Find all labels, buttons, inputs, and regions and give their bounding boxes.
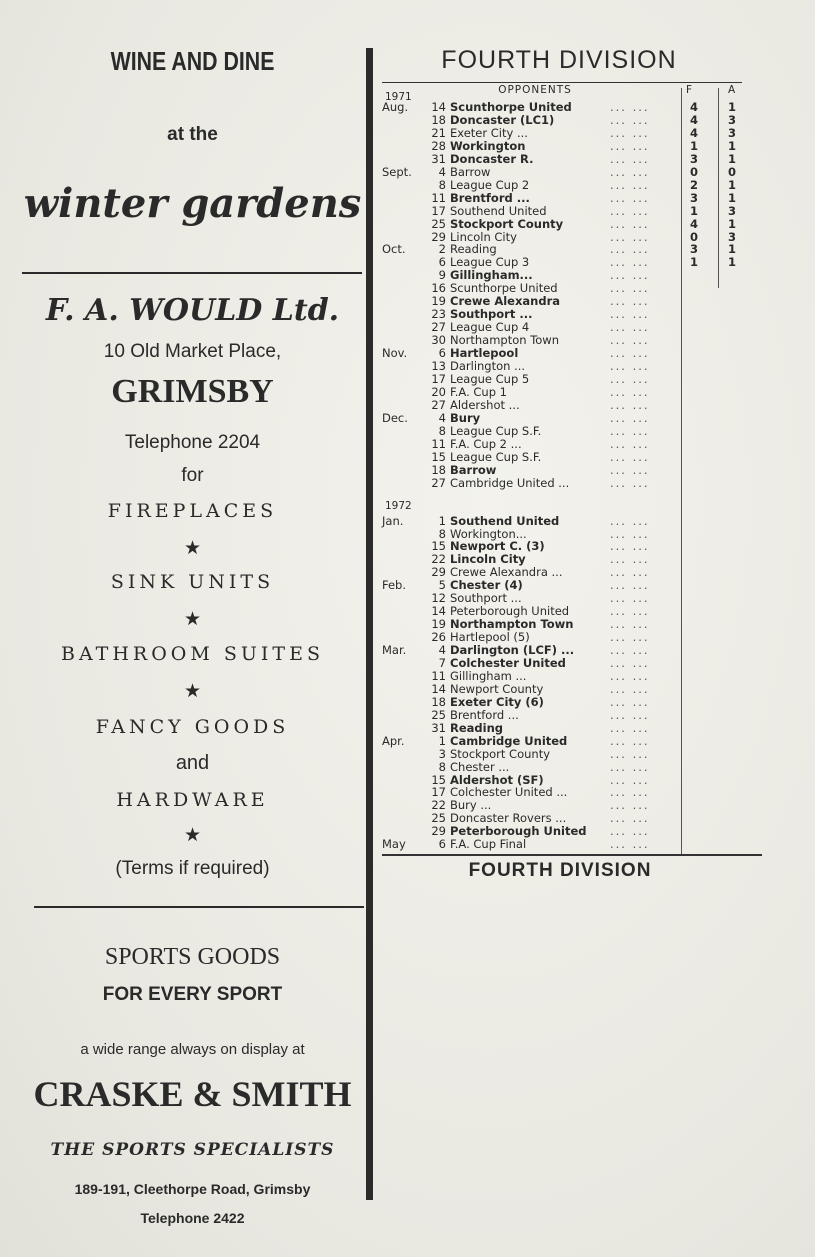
fixture-month: Dec. (382, 410, 408, 425)
star-icon: ★ (183, 537, 202, 559)
goals-for: 2 (689, 177, 698, 192)
fixture-opponent: League Cup 2 (450, 177, 530, 192)
fixture-day: 17 (431, 203, 446, 218)
fixture-day: 8 (438, 177, 446, 192)
fixture-day: 11 (431, 668, 446, 683)
fixture-day: 1 (438, 513, 446, 528)
fixture-day: 14 (431, 604, 446, 619)
leader-dots: ... ... (610, 436, 650, 451)
leader-dots: ... ... (610, 837, 650, 852)
fixture-day: 8 (438, 423, 446, 438)
fa-would-town: GRIMSBY (111, 373, 274, 410)
fixture-opponent: Gillingham... (450, 268, 533, 283)
fixture-day: 4 (438, 164, 446, 179)
fixture-month: Aug. (382, 100, 409, 114)
goals-against: 1 (727, 190, 736, 205)
leader-dots: ... ... (610, 190, 650, 205)
sports-goods-headline: SPORTS GOODS (104, 944, 281, 970)
fixture-row (382, 825, 742, 838)
leader-dots: ... ... (610, 294, 650, 309)
fixture-row (382, 670, 742, 683)
fixture-day: 15 (431, 449, 446, 464)
fixture-opponent: F.A. Cup 2 ... (450, 436, 522, 451)
fixture-opponent: League Cup S.F. (450, 423, 542, 438)
leader-dots: ... ... (610, 397, 650, 412)
fixture-row (382, 761, 742, 774)
leader-dots: ... ... (610, 216, 650, 231)
craske-smith-telephone: Telephone 2422 (140, 1210, 245, 1226)
goals-against: 1 (727, 100, 736, 114)
fixture-day: 25 (431, 216, 446, 231)
leader-dots: ... ... (610, 255, 650, 270)
leader-dots: ... ... (610, 733, 650, 748)
fixture-day: 29 (431, 565, 446, 580)
fixture-opponent: Gillingham ... (450, 668, 527, 683)
fixture-day: 13 (431, 359, 446, 373)
fixture-row (382, 696, 742, 709)
fixture-day: 18 (431, 113, 446, 127)
leader-dots: ... ... (610, 138, 650, 153)
goals-for: 1 (689, 138, 698, 153)
fixture-opponent: Stockport County (450, 216, 564, 231)
fixture-opponent: Newport County (450, 681, 544, 696)
fixture-month: Oct. (382, 242, 406, 257)
fixture-month: Sept. (382, 164, 412, 179)
leader-dots: ... ... (610, 811, 650, 826)
fixture-opponent: Colchester United ... (450, 785, 568, 800)
product-bathroom-suites: BATHROOM SUITES (61, 643, 324, 665)
fixture-row (382, 127, 742, 140)
winter-gardens-logo-text: winter gardens (23, 180, 362, 227)
fixture-opponent: Reading (450, 242, 497, 257)
leader-dots: ... ... (610, 681, 650, 696)
fixture-opponent: Hartlepool (5) (450, 630, 530, 644)
fixture-opponent: Stockport County (450, 746, 551, 761)
goals-against: 3 (727, 203, 736, 218)
fixture-row (382, 373, 742, 386)
goals-against: 0 (727, 164, 736, 179)
fixture-opponent: League Cup 5 (450, 371, 530, 386)
fixture-day: 4 (438, 410, 446, 425)
fixture-day: 18 (431, 462, 446, 477)
fixture-day: 22 (431, 798, 446, 813)
fixture-day: 5 (438, 578, 446, 593)
fixture-day: 8 (438, 759, 446, 774)
goals-against-header: A (728, 84, 736, 96)
goals-against: 1 (727, 216, 736, 231)
fixture-day: 27 (431, 320, 446, 335)
fixture-opponent: League Cup 3 (450, 255, 530, 270)
leader-dots: ... ... (610, 513, 650, 528)
fixture-day: 2 (438, 242, 446, 257)
opponents-header: OPPONENTS (498, 84, 572, 96)
leader-dots: ... ... (610, 320, 650, 335)
fixture-opponent: Peterborough United (450, 824, 587, 839)
fixture-row (382, 477, 742, 490)
fixture-opponent: Southend United (450, 203, 547, 218)
leader-dots: ... ... (610, 151, 650, 166)
goals-against: 3 (727, 229, 736, 244)
goals-for: 3 (689, 151, 698, 166)
fixture-month: Feb. (382, 578, 407, 593)
fixture-day: 22 (431, 552, 446, 567)
leader-dots: ... ... (610, 371, 650, 386)
fixture-month: Mar. (382, 643, 407, 657)
leader-dots: ... ... (610, 281, 650, 296)
leader-dots: ... ... (610, 578, 650, 593)
fixture-day: 23 (431, 307, 446, 322)
fixture-opponent: Lincoln City (450, 552, 526, 567)
fixture-opponent: F.A. Cup Final (450, 837, 527, 852)
fixture-opponent: Northampton Town (450, 617, 574, 632)
fixture-opponent: Darlington (LCF) ... (450, 643, 575, 657)
fixture-row (382, 464, 742, 477)
leader-dots: ... ... (610, 604, 650, 619)
fixture-day: 19 (431, 294, 446, 309)
leader-dots: ... ... (610, 410, 650, 425)
fixture-row (382, 838, 742, 851)
fixture-day: 6 (438, 837, 446, 852)
leader-dots: ... ... (610, 772, 650, 787)
fa-would-telephone: Telephone 2204 (124, 432, 261, 453)
ad-divider (22, 272, 362, 274)
for-text: for (181, 465, 204, 486)
craske-smith-company: CRASKE & SMITH (33, 1074, 352, 1114)
fa-would-company: F. A. WOULD Ltd. (45, 293, 340, 328)
fixture-opponent: Brentford ... (450, 190, 530, 205)
fixture-opponent: Crewe Alexandra ... (450, 565, 563, 580)
fixture-row (382, 709, 742, 722)
fixture-opponent: Doncaster (LC1) (450, 113, 555, 127)
fixture-day: 12 (431, 591, 446, 606)
goals-against: 1 (727, 138, 736, 153)
fixture-day: 14 (431, 100, 446, 114)
leader-dots: ... ... (610, 785, 650, 800)
display-tagline: a wide range always on display at (80, 1041, 305, 1058)
fixture-opponent: Scunthorpe United (450, 281, 558, 296)
fixture-opponent: Brentford ... (450, 707, 519, 722)
terms-text: (Terms if required) (115, 858, 270, 879)
goals-for: 4 (689, 113, 698, 127)
fixture-opponent: Newport C. (3) (450, 539, 545, 554)
leader-dots: ... ... (610, 824, 650, 839)
year-label-1972: 1972 (385, 500, 412, 512)
fixture-opponent: Lincoln City (450, 229, 517, 244)
for-every-sport-subhead: FOR EVERY SPORT (102, 984, 283, 1005)
fixture-day: 29 (431, 229, 446, 244)
fixture-row (382, 722, 742, 735)
star-icon: ★ (183, 824, 202, 846)
fixture-opponent: Reading (450, 720, 504, 735)
fixture-opponent: Scunthorpe United (450, 100, 572, 114)
leader-dots: ... ... (610, 643, 650, 657)
fixture-row (382, 657, 742, 670)
fixture-opponent: Chester ... (450, 759, 510, 774)
fixture-day: 16 (431, 281, 446, 296)
goals-for: 3 (689, 190, 698, 205)
fixture-row (382, 256, 742, 269)
fixture-opponent: Doncaster R. (450, 151, 534, 166)
product-hardware: HARDWARE (116, 789, 269, 811)
fixture-day: 25 (431, 707, 446, 722)
fixture-day: 1 (438, 733, 446, 748)
fixture-day: 20 (431, 384, 446, 399)
ad-divider (34, 906, 364, 908)
leader-dots: ... ... (610, 307, 650, 322)
fixture-row (382, 192, 742, 205)
fixture-opponent: Exeter City ... (450, 125, 528, 140)
fixture-opponent: Barrow (450, 462, 497, 477)
leader-dots: ... ... (610, 746, 650, 761)
fixture-day: 11 (431, 436, 446, 451)
fixture-day: 29 (431, 824, 446, 839)
goals-for: 0 (689, 164, 698, 179)
leader-dots: ... ... (610, 229, 650, 244)
leader-dots: ... ... (610, 552, 650, 567)
fixture-opponent: Peterborough United (450, 604, 570, 619)
leader-dots: ... ... (610, 694, 650, 709)
fixture-day: 7 (438, 655, 446, 670)
fixture-opponent: Colchester United (450, 655, 566, 670)
leader-dots: ... ... (610, 423, 650, 438)
leader-dots: ... ... (610, 526, 650, 541)
fixture-day: 11 (431, 190, 446, 205)
fixture-row (382, 334, 742, 347)
fixture-row (382, 515, 742, 528)
fixture-day: 19 (431, 617, 446, 632)
fixture-day: 27 (431, 397, 446, 412)
fixture-month: Jan. (382, 513, 404, 528)
fixture-row (382, 243, 742, 256)
fixture-day: 14 (431, 681, 446, 696)
goals-against: 1 (727, 242, 736, 257)
fixture-opponent: Bury (450, 410, 481, 425)
leader-dots: ... ... (610, 242, 650, 257)
goals-against: 1 (727, 177, 736, 192)
star-icon: ★ (183, 608, 202, 630)
fixture-day: 6 (438, 255, 446, 270)
product-fireplaces: FIREPLACES (107, 500, 278, 522)
fixture-row (382, 566, 742, 579)
leader-dots: ... ... (610, 449, 650, 464)
leader-dots: ... ... (610, 759, 650, 774)
fixture-day: 31 (431, 151, 446, 166)
leader-dots: ... ... (610, 268, 650, 283)
leader-dots: ... ... (610, 798, 650, 813)
leader-dots: ... ... (610, 475, 650, 490)
fixture-opponent: Workington (450, 138, 526, 153)
fixture-row (382, 748, 742, 761)
leader-dots: ... ... (610, 668, 650, 683)
advertisements-column (0, 0, 370, 1257)
fixture-opponent: Darlington ... (450, 359, 526, 373)
fixture-day: 15 (431, 772, 446, 787)
fixtures-bottom-rule (382, 854, 762, 856)
fixture-opponent: Barrow (450, 164, 491, 179)
fixture-row (382, 683, 742, 696)
column-divider (366, 48, 373, 1200)
leader-dots: ... ... (610, 384, 650, 399)
fixture-day: 18 (431, 694, 446, 709)
fixture-day: 26 (431, 630, 446, 644)
leader-dots: ... ... (610, 203, 650, 218)
leader-dots: ... ... (610, 462, 650, 477)
fixture-row (382, 205, 742, 218)
fixture-opponent: Aldershot ... (450, 397, 520, 412)
craske-smith-address: 189-191, Cleethorpe Road, Grimsby (74, 1181, 311, 1197)
fixture-day: 15 (431, 539, 446, 554)
fixture-row (382, 735, 742, 748)
sports-specialists-slogan: THE SPORTS SPECIALISTS (50, 1140, 335, 1160)
fixture-day: 21 (431, 125, 446, 140)
fixture-opponent: League Cup S.F. (450, 449, 542, 464)
year-label-1971: 1971 (385, 91, 412, 103)
fixture-opponent: Southport ... (450, 307, 533, 322)
fa-would-address: 10 Old Market Place, (103, 341, 282, 362)
fixture-day: 31 (431, 720, 446, 735)
fixture-opponent: Aldershot (SF) (450, 772, 544, 787)
fixture-row (382, 153, 742, 166)
goals-for: 4 (689, 100, 698, 114)
leader-dots: ... ... (610, 617, 650, 632)
product-sink-units: SINK UNITS (110, 571, 275, 593)
fixture-day: 28 (431, 138, 446, 153)
goals-for-header: F (686, 84, 693, 96)
fixture-opponent: Bury ... (450, 798, 492, 813)
fixture-opponent: Hartlepool (450, 346, 519, 360)
leader-dots: ... ... (610, 333, 650, 348)
leader-dots: ... ... (610, 113, 650, 127)
fixture-row (382, 386, 742, 399)
fixture-row (382, 231, 742, 244)
goals-for: 3 (689, 242, 698, 257)
goals-for: 1 (689, 203, 698, 218)
fixtures-title: FOURTH DIVISION (441, 46, 677, 74)
fixtures-footer-title: FOURTH DIVISION (468, 860, 652, 881)
fixture-opponent: Workington... (450, 526, 527, 541)
fixture-opponent: F.A. Cup 1 (450, 384, 507, 399)
goals-for: 4 (689, 216, 698, 231)
fixture-day: 8 (438, 526, 446, 541)
goals-for: 1 (689, 255, 698, 270)
leader-dots: ... ... (610, 125, 650, 140)
at-the-text: at the (167, 124, 218, 145)
leader-dots: ... ... (610, 359, 650, 373)
goals-against: 3 (727, 125, 736, 140)
fixture-opponent: Southport ... (450, 591, 522, 606)
wine-and-dine-headline: WINE AND DINE (110, 46, 275, 76)
fixture-row (382, 166, 742, 179)
fixture-row (382, 218, 742, 231)
fixture-opponent: Exeter City (6) (450, 694, 544, 709)
leader-dots: ... ... (610, 539, 650, 554)
fixture-opponent: Cambridge United (450, 733, 568, 748)
star-icon: ★ (183, 680, 202, 702)
fixture-row (382, 399, 742, 412)
leader-dots: ... ... (610, 720, 650, 735)
goals-for: 4 (689, 125, 698, 140)
fixture-month: May (382, 837, 406, 852)
fixture-day: 6 (438, 346, 446, 360)
fixture-day: 4 (438, 643, 446, 657)
leader-dots: ... ... (610, 591, 650, 606)
goals-for: 0 (689, 229, 698, 244)
fixture-row (382, 140, 742, 153)
fixture-day: 27 (431, 475, 446, 490)
fixture-opponent: Northampton Town (450, 333, 560, 348)
fixture-day: 30 (431, 333, 446, 348)
fixture-month: Apr. (382, 733, 405, 748)
fixture-row (382, 451, 742, 464)
fixture-opponent: Crewe Alexandra (450, 294, 561, 309)
goals-against: 1 (727, 255, 736, 270)
fixture-opponent: Southend United (450, 513, 560, 528)
fixture-row (382, 438, 742, 451)
leader-dots: ... ... (610, 565, 650, 580)
fixture-row (382, 412, 742, 425)
fixture-month: Nov. (382, 346, 408, 360)
fixture-day: 25 (431, 811, 446, 826)
and-text: and (175, 752, 210, 774)
fixture-day: 3 (438, 746, 446, 761)
fixture-opponent: League Cup 4 (450, 320, 530, 335)
goals-against: 1 (727, 151, 736, 166)
fixture-day: 17 (431, 785, 446, 800)
leader-dots: ... ... (610, 346, 650, 360)
fixture-opponent: Doncaster Rovers ... (450, 811, 567, 826)
fixture-opponent: Cambridge United ... (450, 475, 570, 490)
leader-dots: ... ... (610, 630, 650, 644)
fixture-row (382, 179, 742, 192)
leader-dots: ... ... (610, 177, 650, 192)
leader-dots: ... ... (610, 164, 650, 179)
goals-against: 3 (727, 113, 736, 127)
fixture-row (382, 425, 742, 438)
leader-dots: ... ... (610, 655, 650, 670)
product-fancy-goods: FANCY GOODS (95, 716, 290, 738)
leader-dots: ... ... (610, 707, 650, 722)
fixture-opponent: Chester (4) (450, 578, 523, 593)
leader-dots: ... ... (610, 100, 650, 114)
fixture-day: 9 (438, 268, 446, 283)
fixture-day: 17 (431, 371, 446, 386)
